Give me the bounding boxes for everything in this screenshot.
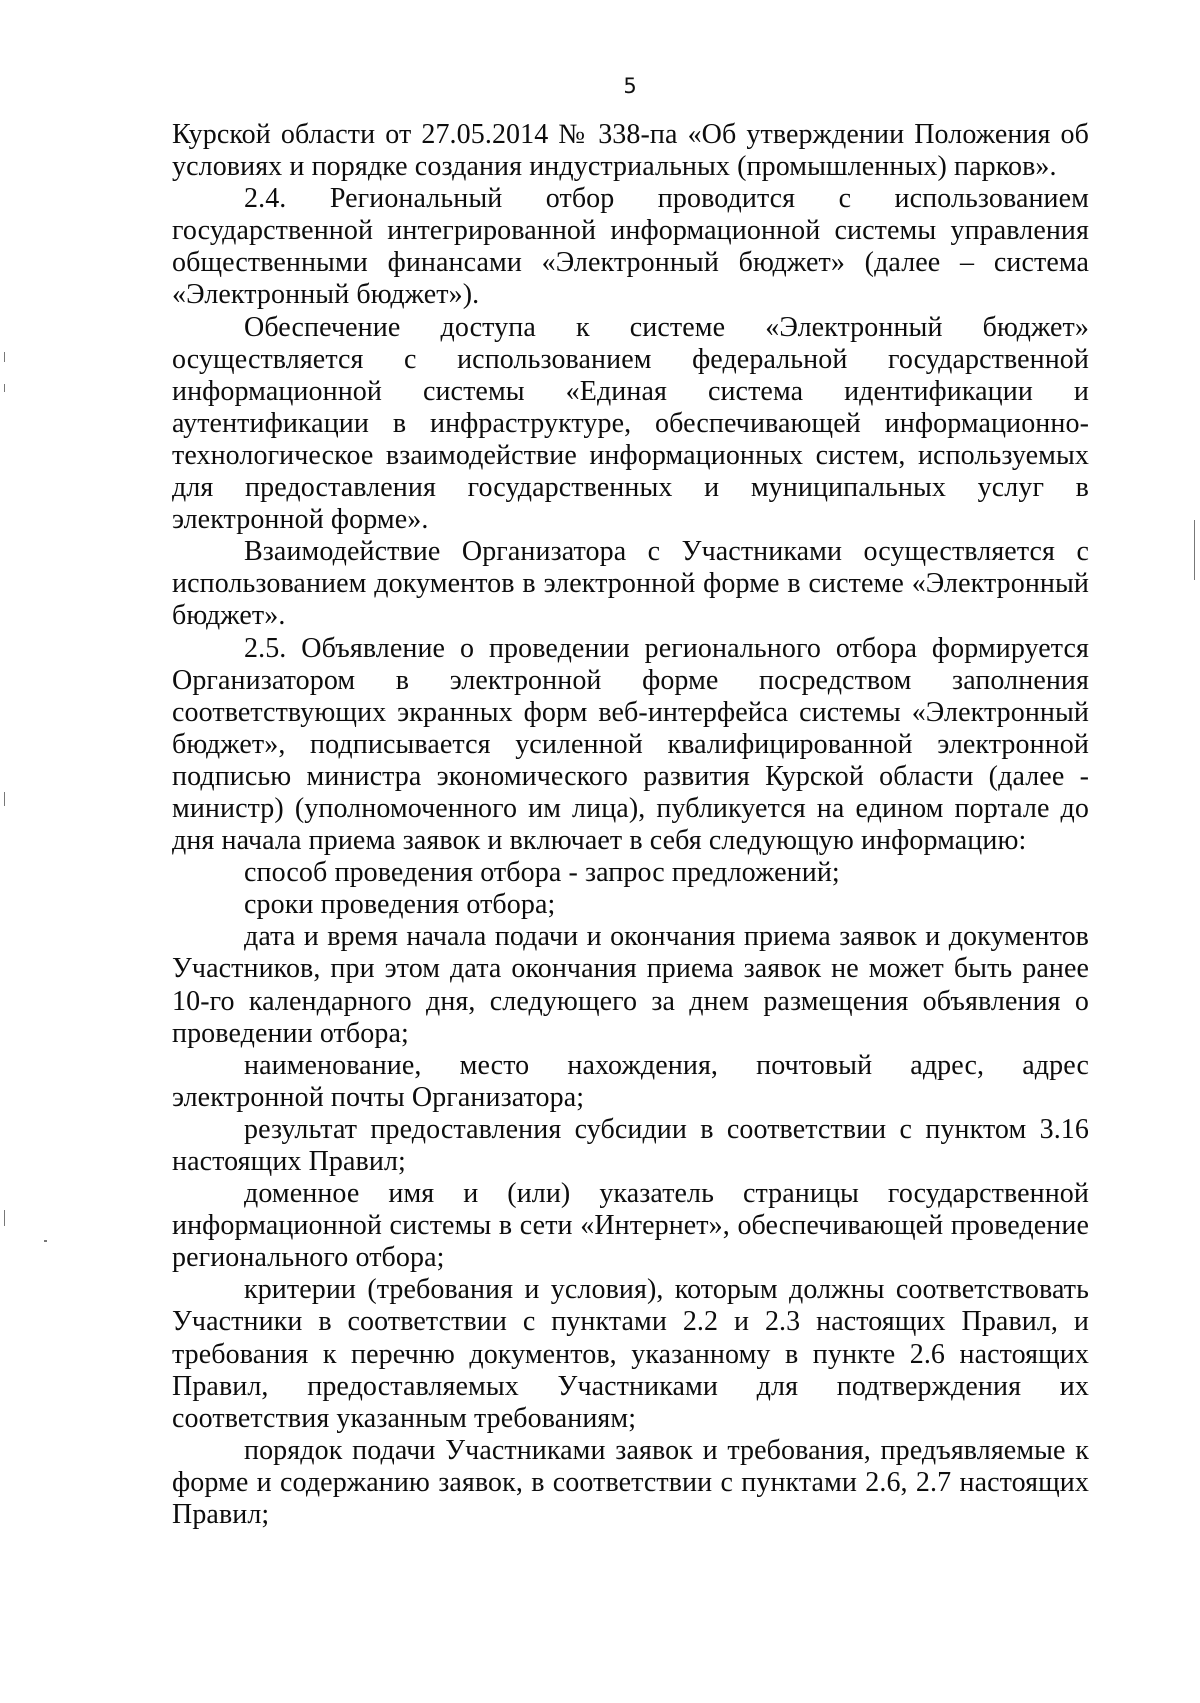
list-item-dates: дата и время начала подачи и окончания приема заявок и документов Участников, при этом дата окончания приема заявок не может быть ранее 10-го календарного дня, следующего за днем размещения объявления о проведении отбора; — [172, 921, 1089, 1049]
scan-artifact — [4, 792, 5, 806]
scan-artifact — [4, 352, 5, 362]
paragraph-2-4: 2.4. Региональный отбор проводится с использованием государственной интегрированной информационной системы управления общественными финансами «Электронный бюджет» (далее – система «Электронный бюджет»). — [172, 183, 1089, 311]
list-item-organizer-info: наименование, место нахождения, почтовый адрес, адрес электронной почты Организатора; — [172, 1049, 1089, 1113]
list-item-criteria: критерии (требования и условия), которым должны соответствовать Участники в соответствии с пунктами 2.2 и 2.3 настоящих Правил, и требования к перечню документов, указанному в пункте 2.6 настоящих Правил, предоставляемых Участниками для подтверждения их соответствия указанным требованиям; — [172, 1274, 1089, 1434]
paragraph-interaction: Взаимодействие Организатора с Участниками осуществляется с использованием документов в электронной форме в системе «Электронный бюджет». — [172, 536, 1089, 632]
scan-artifact — [4, 384, 5, 392]
paragraph-2-5: 2.5. Объявление о проведении регионального отбора формируется Организатором в электронной форме посредством заполнения соответствующих экранных форм веб-интерфейса системы «Электронный бюджет», подписывается усиленной квалифицированной электронной подписью министра экономического развития Курской области (далее - министр) (уполномоченного им лица), публикуется на едином портале до дня начала приема заявок и включает в себя следующую информацию: — [172, 632, 1089, 857]
list-item-terms: сроки проведения отбора; — [244, 889, 556, 921]
list-item-submission-order: порядок подачи Участниками заявок и требования, предъявляемые к форме и содержанию заявок, в соответствии с пунктами 2.6, 2.7 настоящих Правил; — [172, 1434, 1089, 1531]
scan-artifact — [4, 1210, 5, 1226]
list-item-selection-method: способ проведения отбора - запрос предложений; — [244, 857, 840, 889]
list-item-domain: доменное имя и (или) указатель страницы государственной информационной системы в сети «Интернет», обеспечивающей проведение регионального отбора; — [172, 1178, 1089, 1274]
paragraph-access: Обеспечение доступа к системе «Электронный бюджет» осуществляется с использованием федеральной государственной информационной системы «Единая система идентификации и аутентификации в инфраструктуре, обеспечивающей информационно-технологическое взаимодействие информационных систем, используемых для предоставления государственных и муниципальных услуг в электронной форме». — [172, 311, 1089, 536]
document-body — [172, 119, 1089, 1531]
list-item-result: результат предоставления субсидии в соответствии с пунктом 3.16 настоящих Правил; — [172, 1113, 1089, 1177]
page-number: 5 — [623, 74, 637, 98]
scan-artifact — [44, 1240, 47, 1242]
scan-artifact — [1194, 520, 1195, 580]
paragraph-continuation: Курской области от 27.05.2014 № 338-па «Об утверждении Положения об условиях и порядке создания индустриальных (промышленных) парков». — [172, 119, 1089, 183]
